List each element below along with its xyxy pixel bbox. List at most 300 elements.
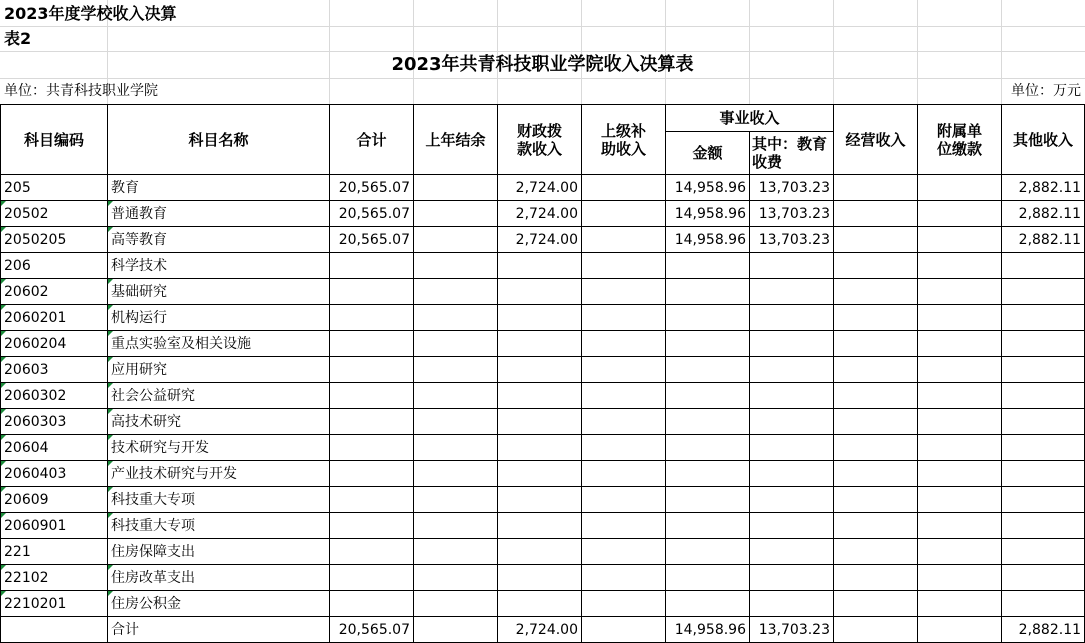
table-row <box>1 487 1085 513</box>
cell-affiliate[interactable] <box>918 617 1002 643</box>
cell-carryover[interactable] <box>414 409 498 435</box>
cell-other[interactable] <box>1002 357 1085 383</box>
cell-carryover[interactable] <box>414 461 498 487</box>
code-text: 2060201 <box>4 309 67 326</box>
name-text: 住房公积金 <box>111 595 181 612</box>
cell-superior[interactable] <box>582 279 666 305</box>
cell-affiliate[interactable] <box>918 227 1002 253</box>
cell-operating[interactable] <box>834 201 918 227</box>
cell-comment-marker <box>1 279 6 284</box>
cell-other[interactable] <box>1002 279 1085 305</box>
cell-affiliate[interactable] <box>918 435 1002 461</box>
cell-code[interactable] <box>1 383 108 409</box>
cell-carryover[interactable] <box>414 201 498 227</box>
grid-line <box>0 51 1085 52</box>
cell-code[interactable] <box>1 539 108 565</box>
grid-line <box>917 0 918 104</box>
grid-line <box>413 0 414 104</box>
cell-superior[interactable] <box>582 435 666 461</box>
cell-name[interactable] <box>108 201 330 227</box>
cell-comment-marker <box>108 331 113 336</box>
cell-other[interactable] <box>1002 331 1085 357</box>
grid-line <box>749 0 750 104</box>
cell-amount[interactable] <box>666 591 750 617</box>
cell-code[interactable] <box>1 487 108 513</box>
cell-amount[interactable] <box>666 383 750 409</box>
cell-fiscal[interactable] <box>498 539 582 565</box>
cell-name[interactable] <box>108 175 330 201</box>
cell-tuition[interactable] <box>750 357 834 383</box>
cell-name[interactable] <box>108 227 330 253</box>
cell-name[interactable] <box>108 383 330 409</box>
cell-comment-marker <box>1 435 6 440</box>
header-tuition[interactable]: 其中：教育收费 <box>750 132 834 175</box>
cell-name[interactable] <box>108 357 330 383</box>
cell-affiliate[interactable] <box>918 461 1002 487</box>
cell-total[interactable]: 20,565.07 <box>330 201 414 227</box>
cell-superior[interactable] <box>582 175 666 201</box>
cell-total[interactable] <box>330 253 414 279</box>
cell-carryover[interactable] <box>414 539 498 565</box>
cell-superior[interactable] <box>582 617 666 643</box>
cell-total[interactable] <box>330 487 414 513</box>
cell-total[interactable]: 20,565.07 <box>330 175 414 201</box>
cell-tuition[interactable] <box>750 461 834 487</box>
code-text: 205 <box>4 179 31 196</box>
name-text: 社会公益研究 <box>111 387 195 404</box>
cell-code[interactable] <box>1 253 108 279</box>
cell-comment-marker <box>108 201 113 206</box>
cell-fiscal[interactable] <box>498 357 582 383</box>
cell-total[interactable]: 20,565.07 <box>330 617 414 643</box>
cell-operating[interactable] <box>834 487 918 513</box>
name-text: 普通教育 <box>111 205 167 222</box>
cell-amount[interactable] <box>666 331 750 357</box>
cell-other[interactable] <box>1002 487 1085 513</box>
header-other[interactable]: 其他收入 <box>1002 105 1085 175</box>
cell-carryover[interactable] <box>414 253 498 279</box>
grid-line <box>581 0 582 104</box>
cell-comment-marker <box>108 305 113 310</box>
cell-other[interactable] <box>1002 253 1085 279</box>
cell-name[interactable] <box>108 487 330 513</box>
cell-code[interactable] <box>1 175 108 201</box>
cell-tuition[interactable]: 13,703.23 <box>750 617 834 643</box>
cell-tuition[interactable] <box>750 565 834 591</box>
code-text: 22102 <box>4 569 49 586</box>
total-row <box>1 617 1085 643</box>
cell-superior[interactable] <box>582 487 666 513</box>
cell-affiliate[interactable] <box>918 565 1002 591</box>
cell-superior[interactable] <box>582 201 666 227</box>
cell-carryover[interactable] <box>414 279 498 305</box>
cell-carryover[interactable] <box>414 513 498 539</box>
cell-comment-marker <box>1 409 6 414</box>
cell-carryover[interactable] <box>414 591 498 617</box>
cell-comment-marker <box>1 357 6 362</box>
cell-affiliate[interactable] <box>918 513 1002 539</box>
table-row <box>1 357 1085 383</box>
code-text: 20609 <box>4 491 49 508</box>
cell-total[interactable] <box>330 383 414 409</box>
cell-fiscal[interactable] <box>498 565 582 591</box>
header-fiscal[interactable]: 财政拨款收入 <box>498 105 582 175</box>
cell-name[interactable] <box>108 435 330 461</box>
cell-fiscal[interactable] <box>498 279 582 305</box>
table-row <box>1 513 1085 539</box>
name-text: 重点实验室及相关设施 <box>111 335 251 352</box>
table-row <box>1 201 1085 227</box>
cell-affiliate[interactable] <box>918 487 1002 513</box>
cell-code[interactable] <box>1 435 108 461</box>
cell-carryover[interactable] <box>414 617 498 643</box>
cell-amount[interactable] <box>666 357 750 383</box>
cell-other[interactable] <box>1002 565 1085 591</box>
cell-comment-marker <box>108 409 113 414</box>
cell-operating[interactable] <box>834 357 918 383</box>
cell-comment-marker <box>108 591 113 596</box>
cell-superior[interactable] <box>582 253 666 279</box>
cell-code[interactable] <box>1 461 108 487</box>
cell-fiscal[interactable]: 2,724.00 <box>498 617 582 643</box>
code-text: 2050205 <box>4 231 67 248</box>
cell-total[interactable] <box>330 591 414 617</box>
cell-operating[interactable] <box>834 435 918 461</box>
cell-other[interactable] <box>1002 591 1085 617</box>
cell-comment-marker <box>1 591 6 596</box>
cell-tuition[interactable] <box>750 409 834 435</box>
grid-line <box>1001 0 1002 104</box>
table-row <box>1 435 1085 461</box>
cell-amount[interactable] <box>666 279 750 305</box>
income-table <box>0 104 1085 643</box>
cell-operating[interactable] <box>834 383 918 409</box>
cell-name[interactable] <box>108 513 330 539</box>
cell-total[interactable] <box>330 461 414 487</box>
cell-comment-marker <box>1 487 6 492</box>
header-operating[interactable]: 经营收入 <box>834 105 918 175</box>
cell-tuition[interactable] <box>750 331 834 357</box>
cell-tuition[interactable]: 13,703.23 <box>750 201 834 227</box>
cell-superior[interactable] <box>582 331 666 357</box>
table-row <box>1 305 1085 331</box>
cell-comment-marker <box>1 383 6 388</box>
cell-tuition[interactable] <box>750 539 834 565</box>
cell-amount[interactable] <box>666 253 750 279</box>
cell-fiscal[interactable] <box>498 409 582 435</box>
cell-total[interactable]: 20,565.07 <box>330 227 414 253</box>
cell-superior[interactable] <box>582 409 666 435</box>
cell-amount[interactable]: 14,958.96 <box>666 175 750 201</box>
cell-fiscal[interactable] <box>498 435 582 461</box>
cell-superior[interactable] <box>582 383 666 409</box>
table-row <box>1 331 1085 357</box>
cell-other[interactable] <box>1002 305 1085 331</box>
cell-superior[interactable] <box>582 461 666 487</box>
cell-tuition[interactable]: 13,703.23 <box>750 175 834 201</box>
cell-superior[interactable] <box>582 565 666 591</box>
cell-amount[interactable]: 14,958.96 <box>666 227 750 253</box>
cell-amount[interactable]: 14,958.96 <box>666 617 750 643</box>
cell-operating[interactable] <box>834 461 918 487</box>
cell-fiscal[interactable] <box>498 383 582 409</box>
cell-operating[interactable] <box>834 305 918 331</box>
name-text: 住房改革支出 <box>111 569 195 586</box>
document-title: 2023年度学校收入决算 <box>4 4 177 23</box>
cell-other[interactable] <box>1002 513 1085 539</box>
cell-name[interactable] <box>108 409 330 435</box>
cell-amount[interactable] <box>666 461 750 487</box>
cell-amount[interactable] <box>666 565 750 591</box>
grid-line <box>833 0 834 104</box>
cell-comment-marker <box>108 279 113 284</box>
cell-total[interactable] <box>330 279 414 305</box>
code-text: 206 <box>4 257 31 274</box>
cell-total[interactable] <box>330 331 414 357</box>
cell-carryover[interactable] <box>414 175 498 201</box>
cell-comment-marker <box>108 513 113 518</box>
name-text: 机构运行 <box>111 309 167 326</box>
cell-operating[interactable] <box>834 279 918 305</box>
cell-code[interactable] <box>1 279 108 305</box>
header-affiliate[interactable]: 附属单位缴款 <box>918 105 1002 175</box>
cell-carryover[interactable] <box>414 435 498 461</box>
cell-fiscal[interactable] <box>498 487 582 513</box>
cell-fiscal[interactable] <box>498 305 582 331</box>
table-row <box>1 227 1085 253</box>
cell-total[interactable] <box>330 539 414 565</box>
cell-name[interactable] <box>108 591 330 617</box>
header-carryover[interactable]: 上年结余 <box>414 105 498 175</box>
cell-amount[interactable] <box>666 435 750 461</box>
cell-comment-marker <box>108 383 113 388</box>
cell-name[interactable] <box>108 279 330 305</box>
cell-superior[interactable] <box>582 539 666 565</box>
code-text: 2060403 <box>4 465 67 482</box>
cell-affiliate[interactable] <box>918 279 1002 305</box>
cell-comment-marker <box>1 227 6 232</box>
cell-code[interactable] <box>1 409 108 435</box>
cell-name[interactable] <box>108 331 330 357</box>
cell-amount[interactable] <box>666 409 750 435</box>
cell-carryover[interactable] <box>414 305 498 331</box>
cell-total[interactable] <box>330 357 414 383</box>
header-name[interactable]: 科目名称 <box>108 105 330 175</box>
cell-fiscal[interactable] <box>498 513 582 539</box>
cell-tuition[interactable] <box>750 279 834 305</box>
name-text: 科技重大专项 <box>111 517 195 534</box>
cell-code[interactable] <box>1 591 108 617</box>
cell-other[interactable] <box>1002 435 1085 461</box>
cell-affiliate[interactable] <box>918 591 1002 617</box>
cell-affiliate[interactable] <box>918 175 1002 201</box>
cell-comment-marker <box>1 201 6 206</box>
cell-comment-marker <box>1 331 6 336</box>
cell-operating[interactable] <box>834 565 918 591</box>
table-row <box>1 539 1085 565</box>
cell-comment-marker <box>1 461 6 466</box>
name-text: 技术研究与开发 <box>111 439 209 456</box>
code-text: 2060303 <box>4 413 67 430</box>
cell-affiliate[interactable] <box>918 383 1002 409</box>
cell-operating[interactable] <box>834 617 918 643</box>
unit-organization: 单位：共青科技职业学院 <box>4 83 158 99</box>
grid-line <box>665 0 666 104</box>
cell-operating[interactable] <box>834 331 918 357</box>
cell-superior[interactable] <box>582 591 666 617</box>
cell-fiscal[interactable] <box>498 331 582 357</box>
header-amount[interactable]: 金额 <box>666 132 750 175</box>
table-row <box>1 591 1085 617</box>
cell-name[interactable] <box>108 565 330 591</box>
cell-total[interactable] <box>330 435 414 461</box>
cell-total[interactable] <box>330 409 414 435</box>
cell-comment-marker <box>108 565 113 570</box>
cell-affiliate[interactable] <box>918 253 1002 279</box>
cell-tuition[interactable] <box>750 487 834 513</box>
header-total[interactable]: 合计 <box>330 105 414 175</box>
cell-name[interactable] <box>108 253 330 279</box>
cell-affiliate[interactable] <box>918 357 1002 383</box>
grid-line <box>329 0 330 104</box>
cell-comment-marker <box>108 461 113 466</box>
table-row <box>1 409 1085 435</box>
cell-fiscal[interactable] <box>498 253 582 279</box>
code-text: 20604 <box>4 439 49 456</box>
code-text: 2060901 <box>4 517 67 534</box>
cell-carryover[interactable] <box>414 227 498 253</box>
cell-comment-marker <box>108 227 113 232</box>
cell-fiscal[interactable] <box>498 461 582 487</box>
cell-affiliate[interactable] <box>918 201 1002 227</box>
cell-carryover[interactable] <box>414 565 498 591</box>
cell-tuition[interactable] <box>750 513 834 539</box>
cell-affiliate[interactable] <box>918 539 1002 565</box>
cell-affiliate[interactable] <box>918 331 1002 357</box>
code-text: 2210201 <box>4 595 67 612</box>
table-row <box>1 253 1085 279</box>
name-text: 科技重大专项 <box>111 491 195 508</box>
cell-carryover[interactable] <box>414 487 498 513</box>
cell-tuition[interactable] <box>750 591 834 617</box>
code-text: 20502 <box>4 205 49 222</box>
name-text: 产业技术研究与开发 <box>111 465 237 482</box>
cell-name[interactable] <box>108 305 330 331</box>
cell-code[interactable] <box>1 565 108 591</box>
header-business[interactable]: 事业收入 <box>666 105 834 132</box>
code-text: 20603 <box>4 361 49 378</box>
cell-tuition[interactable]: 13,703.23 <box>750 227 834 253</box>
cell-total[interactable] <box>330 305 414 331</box>
cell-comment-marker <box>1 513 6 518</box>
grid-line <box>0 26 1085 27</box>
cell-code[interactable] <box>1 201 108 227</box>
cell-carryover[interactable] <box>414 383 498 409</box>
cell-amount[interactable] <box>666 539 750 565</box>
cell-amount[interactable] <box>666 305 750 331</box>
cell-total[interactable] <box>330 513 414 539</box>
cell-tuition[interactable] <box>750 383 834 409</box>
cell-code[interactable] <box>1 305 108 331</box>
cell-other[interactable] <box>1002 383 1085 409</box>
cell-other[interactable] <box>1002 539 1085 565</box>
cell-operating[interactable] <box>834 409 918 435</box>
cell-operating[interactable] <box>834 175 918 201</box>
cell-other[interactable] <box>1002 409 1085 435</box>
cell-operating[interactable] <box>834 513 918 539</box>
cell-fiscal[interactable]: 2,724.00 <box>498 201 582 227</box>
cell-carryover[interactable] <box>414 331 498 357</box>
code-text: 2060204 <box>4 335 67 352</box>
cell-amount[interactable] <box>666 513 750 539</box>
cell-name[interactable]: 合计 <box>108 617 330 643</box>
cell-affiliate[interactable] <box>918 409 1002 435</box>
table-number: 表2 <box>4 29 32 48</box>
header-code[interactable]: 科目编码 <box>1 105 108 175</box>
table-row <box>1 565 1085 591</box>
cell-operating[interactable] <box>834 591 918 617</box>
unit-currency: 单位：万元 <box>1011 83 1081 99</box>
cell-code[interactable] <box>1 227 108 253</box>
cell-comment-marker <box>108 487 113 492</box>
name-text: 住房保障支出 <box>111 543 195 560</box>
cell-carryover[interactable] <box>414 357 498 383</box>
cell-tuition[interactable] <box>750 253 834 279</box>
cell-amount[interactable] <box>666 487 750 513</box>
cell-code[interactable] <box>1 513 108 539</box>
cell-code[interactable] <box>1 331 108 357</box>
cell-other[interactable]: 2,882.11 <box>1002 227 1085 253</box>
cell-other[interactable]: 2,882.11 <box>1002 617 1085 643</box>
cell-name[interactable] <box>108 461 330 487</box>
cell-total[interactable] <box>330 565 414 591</box>
name-text: 教育 <box>111 179 139 196</box>
header-superior[interactable]: 上级补助收入 <box>582 105 666 175</box>
cell-fiscal[interactable]: 2,724.00 <box>498 227 582 253</box>
cell-tuition[interactable] <box>750 435 834 461</box>
table-row <box>1 461 1085 487</box>
cell-operating[interactable] <box>834 227 918 253</box>
cell-code[interactable] <box>1 357 108 383</box>
cell-comment-marker <box>108 357 113 362</box>
cell-superior[interactable] <box>582 305 666 331</box>
cell-tuition[interactable] <box>750 305 834 331</box>
grid-line <box>497 0 498 104</box>
cell-operating[interactable] <box>834 539 918 565</box>
cell-operating[interactable] <box>834 253 918 279</box>
cell-amount[interactable]: 14,958.96 <box>666 201 750 227</box>
cell-other[interactable]: 2,882.11 <box>1002 175 1085 201</box>
name-text: 科学技术 <box>111 257 167 274</box>
cell-other[interactable]: 2,882.11 <box>1002 201 1085 227</box>
cell-name[interactable] <box>108 539 330 565</box>
table-row <box>1 383 1085 409</box>
cell-fiscal[interactable] <box>498 591 582 617</box>
cell-comment-marker <box>1 305 6 310</box>
cell-superior[interactable] <box>582 227 666 253</box>
table-row <box>1 175 1085 201</box>
cell-comment-marker <box>1 565 6 570</box>
cell-affiliate[interactable] <box>918 305 1002 331</box>
code-text: 221 <box>4 543 31 560</box>
cell-superior[interactable] <box>582 513 666 539</box>
cell-superior[interactable] <box>582 357 666 383</box>
cell-other[interactable] <box>1002 461 1085 487</box>
name-text: 应用研究 <box>111 361 167 378</box>
cell-fiscal[interactable]: 2,724.00 <box>498 175 582 201</box>
name-text: 高技术研究 <box>111 413 181 430</box>
cell-code[interactable] <box>1 617 108 643</box>
